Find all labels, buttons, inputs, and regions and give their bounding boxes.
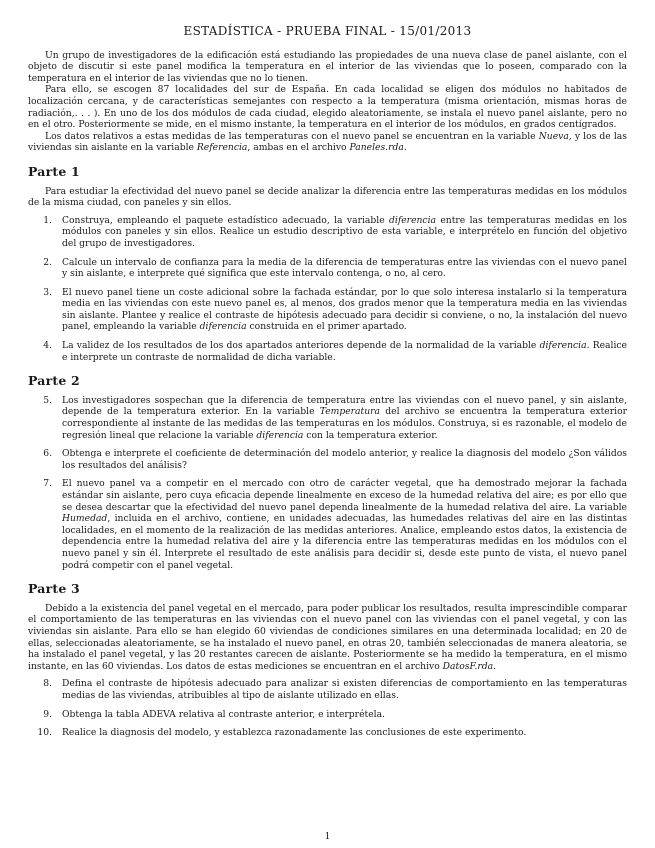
page-number: 1: [324, 832, 331, 843]
question-number: 2.: [43, 256, 52, 268]
question-number: 10.: [37, 727, 52, 739]
question-text: Calcule un intervalo de confianza para la media de la diferencia de temperaturas entre las viviendas con el nuevo panel y sin aislante, e interprete qué significa que este intervalo contenga, o no, al cero.: [62, 256, 627, 280]
question-text: Defina el contraste de hipótesis adecuado para analizar si existen diferencias de comportamiento en las temperaturas medias de las viviendas, atribuibles al tipo de aislante utilizado en ellas.: [62, 678, 627, 701]
question-text: El nuevo panel tiene un coste adicional sobre la fachada estándar, por lo que solo interesa instalarlo si la temperatura media en las viviendas con este nuevo panel es, al menos, dos grados menor que la temperatura media en las viviendas sin aislante. Plantee y realice el contraste de hipótesis adecuado para decidir si conviene, o no, la instalación del nuevo panel, empleando la variable diferencia construida en el primer apartado.: [62, 286, 627, 333]
question-text: Realice la diagnosis del modelo, y establezca razonadamente las conclusiones de este experimento.: [62, 727, 527, 739]
question-item: [28, 678, 627, 701]
question-text: Construya, empleando el paquete estadístico adecuado, la variable diferencia entre las temperaturas medidas en los módulos con paneles y sin ellos. Realice un estudio descriptivo de esta variable, e interprételo en función del objetivo del grupo de investigadores.: [62, 214, 627, 249]
question-item: [28, 287, 627, 333]
intro-paragraph-1: Un grupo de investigadores de la edificación está estudiando las propiedades de una nueva clase de panel aislante, con el objeto de discutir si este panel modifica la temperatura en el interior de las viviendas que lo poseen, comparado con la temperatura en el interior de las viviendas que no lo tienen.: [28, 49, 627, 84]
question-number: 3.: [43, 286, 52, 298]
question-item: [28, 478, 627, 571]
page-title: ESTADÍSTICA - PRUEBA FINAL - 15/01/2013: [183, 24, 472, 38]
question-number: 5.: [43, 394, 52, 406]
question-item: [28, 340, 627, 363]
question-text: El nuevo panel va a competir en el mercado con otro de carácter vegetal, que ha demostrado mejorar la fachada estándar sin aislante, pero cuya eficacia depende linealmente en exceso de la humedad relativa del aire; es por ello que se desea descartar que la efectividad del nuevo panel dependa linealmente de la humedad relativa del aire. La variable Humedad, incluida en el archivo, contiene, en unidades adecuadas, las humedades relativas del aire en las distintas localidades, en el momento de la realización de las medidas anteriores. Analice, empleando estos datos, la existencia de dependencia entre la humedad relativa del aire y la diferencia entre las temperaturas medidas en los módulos con el nuevo panel y sin él. Interprete el resultado de este análisis para decidir si, desde este punto de vista, el nuevo panel podrá competir con el panel vegetal.: [62, 478, 627, 571]
parte-2-question-list: [28, 395, 627, 571]
parte-3-question-list: [28, 678, 627, 738]
parte-3-intro: Debido a la existencia del panel vegetal en el mercado, para poder publicar los resultados, resulta imprescindible comparar el comportamiento de las temperaturas en las viviendas con el nuevo panel con las viviendas con el panel vegetal, y con las viviendas sin aislante. Para ello se han elegido 60 viviendas de condiciones similares en una determinada localidad; en 20 de ellas, seleccionadas aleatoriamente, se ha instalado el nuevo panel, en otras 20, también seleccionadas de manera aleatoria, se ha instalado el panel vegetal, y las 20 restantes carecen de aislante. Posteriormente se ha medido la temperatura, en el mismo instante, en las 60 viviendas. Los datos de estas mediciones se encuentran en el archivo DatosF.rda.: [28, 602, 627, 672]
question-number: 1.: [43, 214, 52, 226]
question-text: Los investigadores sospechan que la diferencia de temperatura entre las viviendas con el nuevo panel, y sin aislante, depende de la temperatura exterior. En la variable Temperatura del archivo se encuentra la temperatura exterior correspondiente al instante de las medidas de las temperaturas en los módulos. Construya, si es razonable, el modelo de regresión lineal que relacione la variable diferencia con la temperatura exterior.: [62, 394, 627, 441]
question-number: 6.: [43, 448, 52, 460]
question-item: [28, 709, 627, 721]
section-heading-parte-3: Parte 3: [28, 581, 80, 597]
question-number: 8.: [43, 678, 52, 690]
section-heading-parte-2: Parte 2: [28, 373, 80, 389]
question-item: [28, 395, 627, 441]
question-item: [28, 448, 627, 471]
question-text: Obtenga la tabla ADEVA relativa al contraste anterior, e interprétela.: [62, 708, 385, 720]
question-text: La validez de los resultados de los dos apartados anteriores depende de la normalidad de la variable diferencia. Realice e interprete un contraste de normalidad de dicha variable.: [62, 340, 627, 363]
question-item: [28, 215, 627, 250]
intro-paragraph-2: Para ello, se escogen 87 localidades del sur de España. En cada localidad se eligen dos módulos no habitados de localización cercana, y de características semejantes con respecto a la temperatura (misma orientación, mismas horas de radiación,. . . ). En uno de los dos módulos de cada ciudad, elegido aleatoriamente, se instala el nuevo panel aislante, pero no en el otro. Posteriormente se mide, en el mismo instante, la temperatura en el interior de los módulos, en grados centígrados.: [28, 84, 627, 131]
question-number: 4.: [43, 340, 52, 352]
question-number: 7.: [43, 478, 52, 490]
intro-paragraph-3: Los datos relativos a estas medidas de las temperaturas con el nuevo panel se encuentran en la variable Nueva, y los de las viviendas sin aislante en la variable Referencia, ambas en el archivo Paneles.rda.: [28, 130, 627, 154]
parte-1-question-list: [28, 215, 627, 364]
question-item: [28, 257, 627, 280]
question-text: Obtenga e interprete el coeficiente de determinación del modelo anterior, y realice la diagnosis del modelo ¿Son válidos los resultados del análisis?: [62, 448, 627, 471]
question-item: [28, 727, 627, 739]
section-heading-parte-1: Parte 1: [28, 163, 80, 179]
parte-1-intro: Para estudiar la efectividad del nuevo panel se decide analizar la diferencia entre las temperaturas medidas en los módulos de la misma ciudad, con paneles y sin ellos.: [28, 185, 627, 209]
question-number: 9.: [43, 708, 52, 720]
